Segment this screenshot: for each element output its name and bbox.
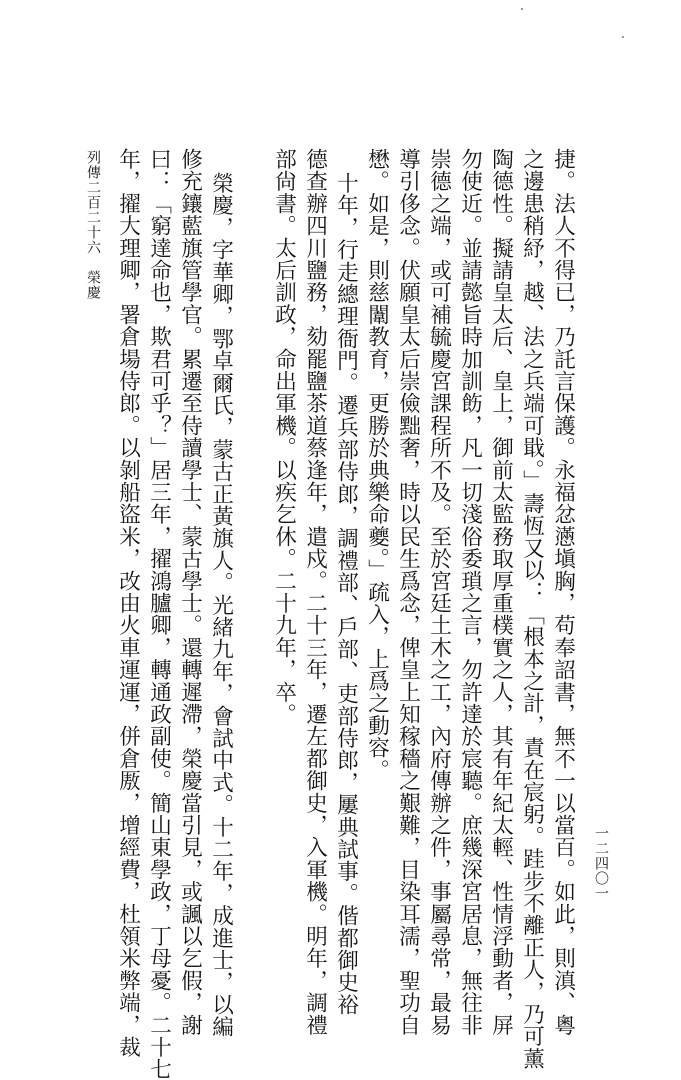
text-column: 修充鑲藍旗管學官。累遷至侍讀學士、蒙古學士。還轉遲滯，榮慶當引見，或諷以乞假，謝 <box>177 148 203 1036</box>
text-column: 十年，行走總理衙門。遷兵部侍郎，調禮部、戶部、吏部侍郎，屢典試事。偕都御史裕 <box>333 172 359 1016</box>
text-column: 崇德之端，或可補毓慶宮課程所不及。至於宮廷土木之工，內府傳辦之件，事屬尋常，最易 <box>426 148 452 1036</box>
text-column: 部尙書。太后訓政，命出軍機。以疾乞休。二十九年，卒。 <box>271 148 297 726</box>
text-column: 年，擢大理卿，署倉場侍郎。以剝船盜米，改由火車運運，併倉厫，增經費，杜領米弊端，裁 <box>115 148 141 1059</box>
text-column: 德查辦四川鹽務，劾罷鹽茶道蔡逢年，遣戍。二十三年，遷左都御史，入軍機。明年，調禮 <box>302 148 328 1036</box>
text-column: 陶德性。擬請皇太后、皇上，御前太監務取厚重樸實之人，其有年紀太輕、性情浮動者，屏 <box>488 148 514 1036</box>
text-column: 懋。如是，則慈闈教育，更勝於典樂命夔。」疏入，上爲之動容。 <box>364 148 390 781</box>
text-column: 榮慶，字華卿，鄂卓爾氏，蒙古正黃旗人。光緒九年，會試中式。十二年，成進士，以編 <box>208 172 234 1038</box>
page-dot <box>521 8 523 10</box>
text-column: 曰：「窮達命也，欺君可乎？」居三年，擢鴻臚卿，轉通政副使。簡山東學政，丁母憂。二十七 <box>146 148 172 1080</box>
page-number: 一二四〇一 <box>593 826 609 901</box>
text-column: 之邊患稍紓，越、法之兵端可戢。」壽恆又以：「根本之計，責在宸躬。跬步不離正人，乃可薰 <box>519 148 545 1070</box>
text-column: 勿使近。並請懿旨時加訓飭，凡一切淺俗委瑣之言，勿許達於宸聽。庶幾深宮居息，無往非 <box>457 148 483 1036</box>
text-column: 捷。法人不得已，乃託言保護。永福忿懣塡胸，苟奉詔書，無不一以當百。如此，則滇、粵 <box>550 148 576 1036</box>
text-column: 導引侈念。伏願皇太后崇儉黜奢，時以民生爲念，俾皇上知稼穡之艱難，目染耳濡，聖功自 <box>395 148 421 1036</box>
running-header: 列傳二百二十六 榮慶 <box>85 150 101 300</box>
page-dot <box>622 36 624 38</box>
